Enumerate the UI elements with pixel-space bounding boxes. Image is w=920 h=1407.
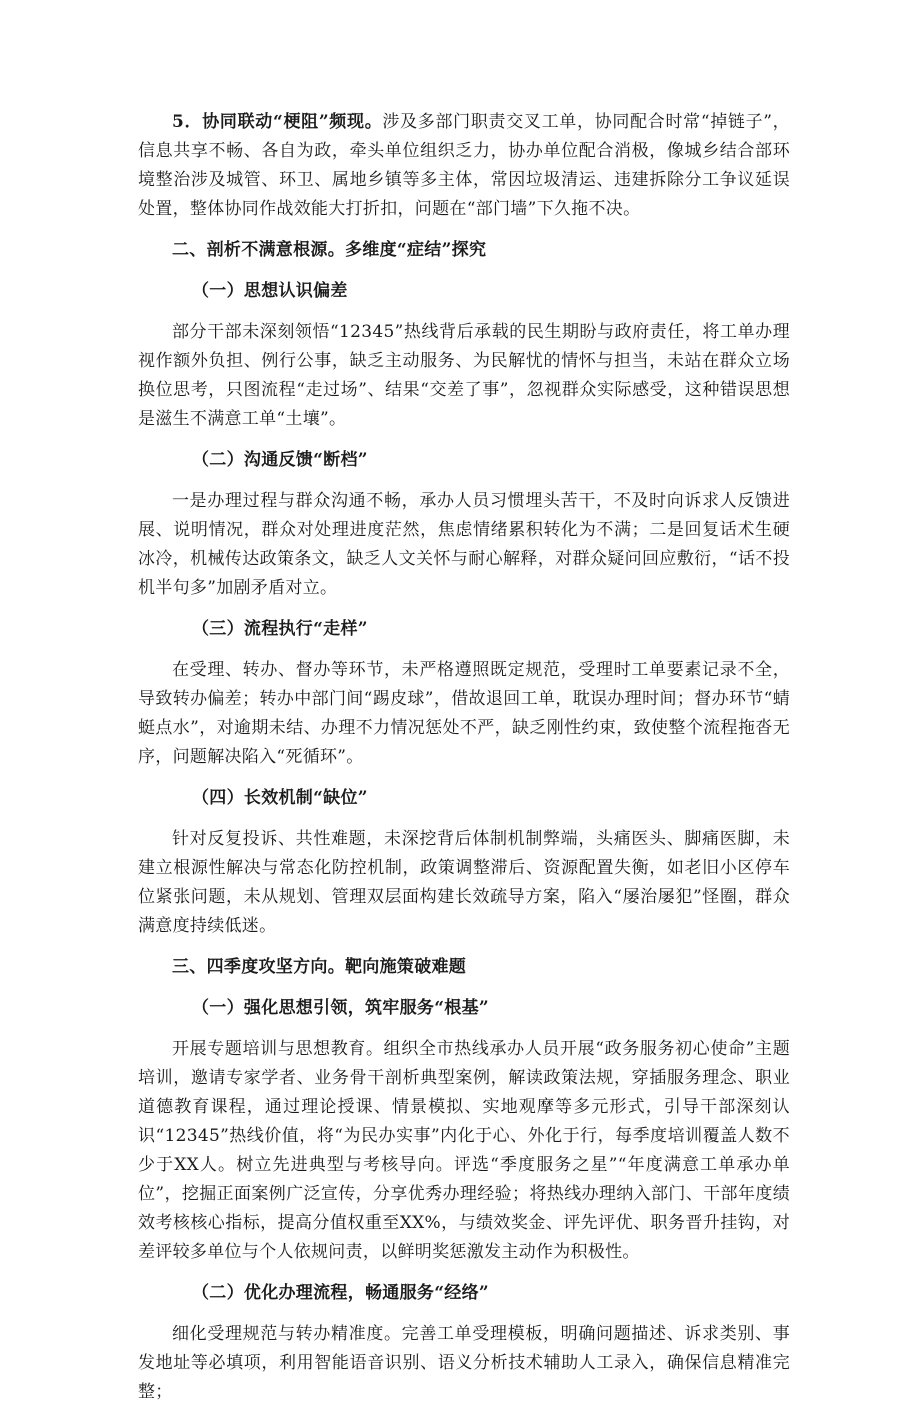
section-3-sub-2-text: 细化受理规范与转办精准度。完善工单受理模板，明确问题描述、诉求类别、事发地址等必填项，利用智能语音识别、语义分析技术辅助人工录入，确保信息精准完整； — [138, 1324, 790, 1402]
section-2-sub-4-heading: （四）长效机制“缺位” — [192, 788, 368, 808]
section-2-sub-3-text: 在受理、转办、督办等环节，未严格遵照既定规范，受理时工单要素记录不全，导致转办偏差；转办中部门间“踢皮球”，借故退回工单，耽误办理时间；督办环节“蜻蜓点水”，对逾期未结、办理不力情况惩处不严，缺乏刚性约束，致使整个流程拖沓无序，问题解决陷入“死循环”。 — [138, 660, 790, 767]
paragraph-item-5 — [138, 108, 790, 224]
section-3-sub-2-heading: （二）优化办理流程，畅通服务“经络” — [192, 1283, 489, 1303]
section-3-sub-1-text: 开展专题培训与思想教育。组织全市热线承办人员开展“政务服务初心使命”主题培训，邀请专家学者、业务骨干剖析典型案例，解读政策法规，穿插服务理念、职业道德教育课程，通过理论授课、情景模拟、实地观摩等多元形式，引导干部深刻认识“12345”热线价值，将“为民办实事”内化于心、外化于行，每季度培训覆盖人数不少于XX人。树立先进典型与考核导向。评选“季度服务之星”“年度满意工单承办单位”，挖掘正面案例广泛宣传，分享优秀办理经验；将热线办理纳入部门、干部年度绩效考核核心指标，提高分值权重至XX%，与绩效奖金、评先评优、职务晋升挂钩，对差评较多单位与个人依规问责，以鲜明奖惩激发主动作为积极性。 — [138, 1039, 790, 1262]
section-2-sub-2-heading: （二）沟通反馈“断档” — [192, 450, 368, 470]
item-5-lead: 5．协同联动“梗阻”频现。 — [172, 112, 383, 132]
section-2-sub-1-heading: （一）思想认识偏差 — [192, 281, 348, 301]
section-2-heading: 二、剖析不满意根源。多维度“症结”探究 — [172, 240, 487, 260]
section-2-sub-3-heading: （三）流程执行“走样” — [192, 619, 368, 639]
section-3-sub-1-heading: （一）强化思想引领，筑牢服务“根基” — [192, 998, 489, 1018]
section-2-sub-4-text: 针对反复投诉、共性难题，未深挖背后体制机制弊端，头痛医头、脚痛医脚，未建立根源性解决与常态化防控机制，政策调整滞后、资源配置失衡，如老旧小区停车位紧张问题，未从规划、管理双层面构建长效疏导方案，陷入“屡治屡犯”怪圈，群众满意度持续低迷。 — [138, 829, 790, 936]
section-2-sub-2-text: 一是办理过程与群众沟通不畅，承办人员习惯埋头苦干，不及时向诉求人反馈进展、说明情况，群众对处理进度茫然，焦虑情绪累积转化为不满；二是回复话术生硬冰冷，机械传达政策条文，缺乏人文关怀与耐心解释，对群众疑问回应敷衍，“话不投机半句多”加剧矛盾对立。 — [138, 491, 790, 598]
item-5-body: 涉及多部门职责交叉工单，协同配合时常“掉链子”，信息共享不畅、各自为政，牵头单位组织乏力，协办单位配合消极，像城乡结合部环境整治涉及城管、环卫、属地乡镇等多主体，常因垃圾清运、违建拆除分工争议延误处置，整体协同作战效能大打折扣，问题在“部门墙”下久拖不决。 — [138, 112, 790, 219]
section-3-heading: 三、四季度攻坚方向。靶向施策破难题 — [172, 957, 467, 977]
document-body — [138, 108, 790, 1407]
section-2-sub-1-text: 部分干部未深刻领悟“12345”热线背后承载的民生期盼与政府责任，将工单办理视作额外负担、例行公事，缺乏主动服务、为民解忧的情怀与担当，未站在群众立场换位思考，只图流程“走过场”、结果“交差了事”，忽视群众实际感受，这种错误思想是滋生不满意工单“土壤”。 — [138, 322, 790, 429]
